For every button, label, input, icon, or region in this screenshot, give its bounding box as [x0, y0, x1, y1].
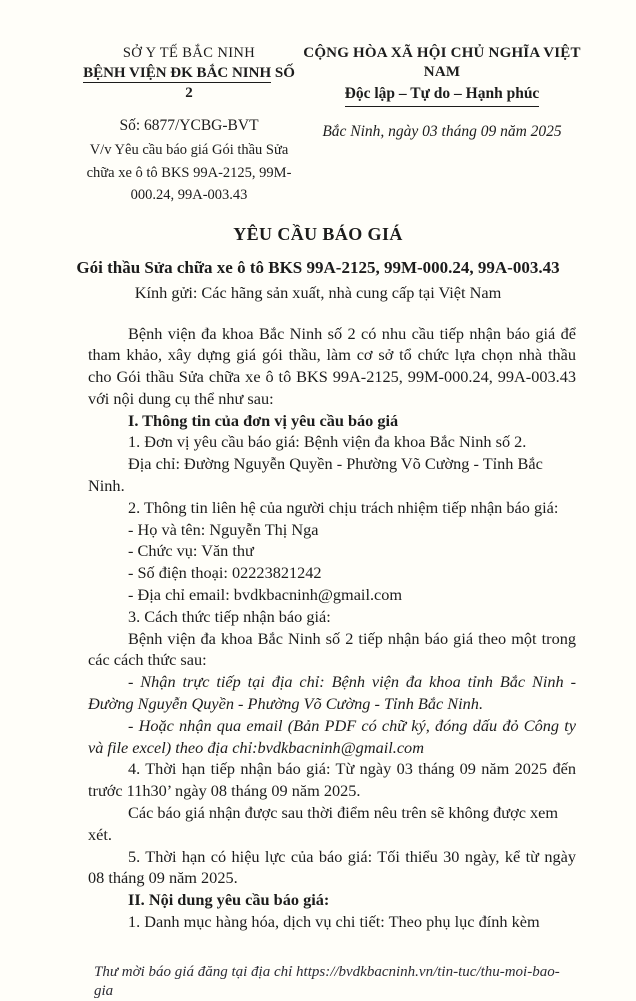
package-title: Gói thầu Sửa chữa xe ô tô BKS 99A-2125, 99M-000.24, 99A-003.43: [76, 257, 560, 277]
recipient-line: Kính gửi: Các hãng sản xuất, nhà cung cấp tại Việt Nam: [134, 282, 502, 302]
footer-publication-note: Thư mời báo giá đăng tại địa chỉ https://bvdkbacninh.vn/tin-tuc/thu-moi-bao-gia: [94, 963, 560, 999]
method-direct-paragraph: - Nhận trực tiếp tại địa chỉ: Bệnh viện đa khoa tỉnh Bắc Ninh - Đường Nguyễn Quyền - Phường Võ Cường - Tỉnh Bắc Ninh.: [88, 672, 576, 714]
contact-heading-line: 2. Thông tin liên hệ của người chịu trách nhiệm tiếp nhận báo giá:: [128, 497, 559, 517]
contact-email-line: - Địa chỉ email: bvdkbacninh@gmail.com: [128, 585, 403, 605]
organization-name-rest: SỐ 2: [185, 65, 295, 101]
late-submission-note: Các báo giá nhận được sau thời điểm nêu trên sẽ không được xem xét.: [88, 803, 559, 844]
method-email-paragraph: - Hoặc nhận qua email (Bản PDF có chữ ký, đóng dấu đỏ Công ty và file excel) theo địa chỉ:bvdkbacninh@gmail.com: [88, 715, 576, 757]
validity-paragraph: 5. Thời hạn có hiệu lực của báo giá: Tối thiểu 30 ngày, kể từ ngày 08 tháng 09 năm 2025.: [88, 846, 576, 888]
organization-name: [78, 63, 300, 103]
place-date-line: Bắc Ninh, ngày 03 tháng 09 năm 2025: [322, 123, 562, 140]
deadline-paragraph: 4. Thời hạn tiếp nhận báo giá: Từ ngày 03 tháng 09 năm 2025 đến trước 11h30’ ngày 08 tháng 09 năm 2025.: [88, 759, 576, 801]
method-heading-line: 3. Cách thức tiếp nhận báo giá:: [128, 606, 331, 626]
document-subject: V/v Yêu cầu báo giá Gói thầu Sửa chữa xe ô tô BKS 99A-2125, 99M-000.24, 99A-003.43: [86, 142, 292, 203]
goods-list-line: 1. Danh mục hàng hóa, dịch vụ chi tiết: Theo phụ lục đính kèm: [128, 912, 540, 932]
document-number: Số: 6877/YCBG-BVT: [119, 117, 259, 134]
section-ii-heading: II. Nội dung yêu cầu báo giá:: [128, 890, 330, 910]
national-header-block: [300, 44, 584, 207]
department-name: SỞ Y TẾ BẮC NINH: [122, 45, 256, 61]
method-intro-paragraph: Bệnh viện đa khoa Bắc Ninh số 2 tiếp nhận báo giá theo một trong các cách thức sau:: [88, 628, 576, 670]
contact-title-line: - Chức vụ: Văn thư: [128, 541, 254, 561]
national-motto-text: Độc lập – Tự do – Hạnh phúc: [345, 84, 540, 107]
national-motto: [300, 84, 584, 107]
letterhead: [0, 44, 636, 207]
requesting-unit-line: 1. Đơn vị yêu cầu báo giá: Bệnh viện đa khoa Bắc Ninh số 2.: [128, 432, 527, 452]
national-title: CỘNG HÒA XÃ HỘI CHỦ NGHĨA VIỆT NAM: [303, 45, 581, 80]
contact-phone-line: - Số điện thoại: 02223821242: [128, 563, 322, 583]
address-line: Địa chỉ: Đường Nguyễn Quyền - Phường Võ Cường - Tỉnh Bắc Ninh.: [88, 454, 543, 496]
document-body: [88, 323, 576, 933]
intro-paragraph: Bệnh viện đa khoa Bắc Ninh số 2 có nhu cầu tiếp nhận báo giá để tham khảo, xây dựng giá gói thầu, làm cơ sở tổ chức lựa chọn nhà thầu cho Gói thầu Sửa chữa xe ô tô BKS 99A-2125, 99M-000.24, 99A-003.43 với nội dung cụ thể như sau:: [88, 323, 576, 408]
contact-name-line: - Họ và tên: Nguyễn Thị Nga: [128, 519, 319, 539]
document-title: YÊU CẦU BÁO GIÁ: [233, 223, 403, 244]
section-i-heading: I. Thông tin của đơn vị yêu cầu báo giá: [128, 410, 399, 430]
issuing-org-block: [78, 44, 300, 207]
title-block: [0, 223, 636, 304]
organization-name-underlined: BỆNH VIỆN ĐK BẮC NINH: [83, 65, 272, 81]
